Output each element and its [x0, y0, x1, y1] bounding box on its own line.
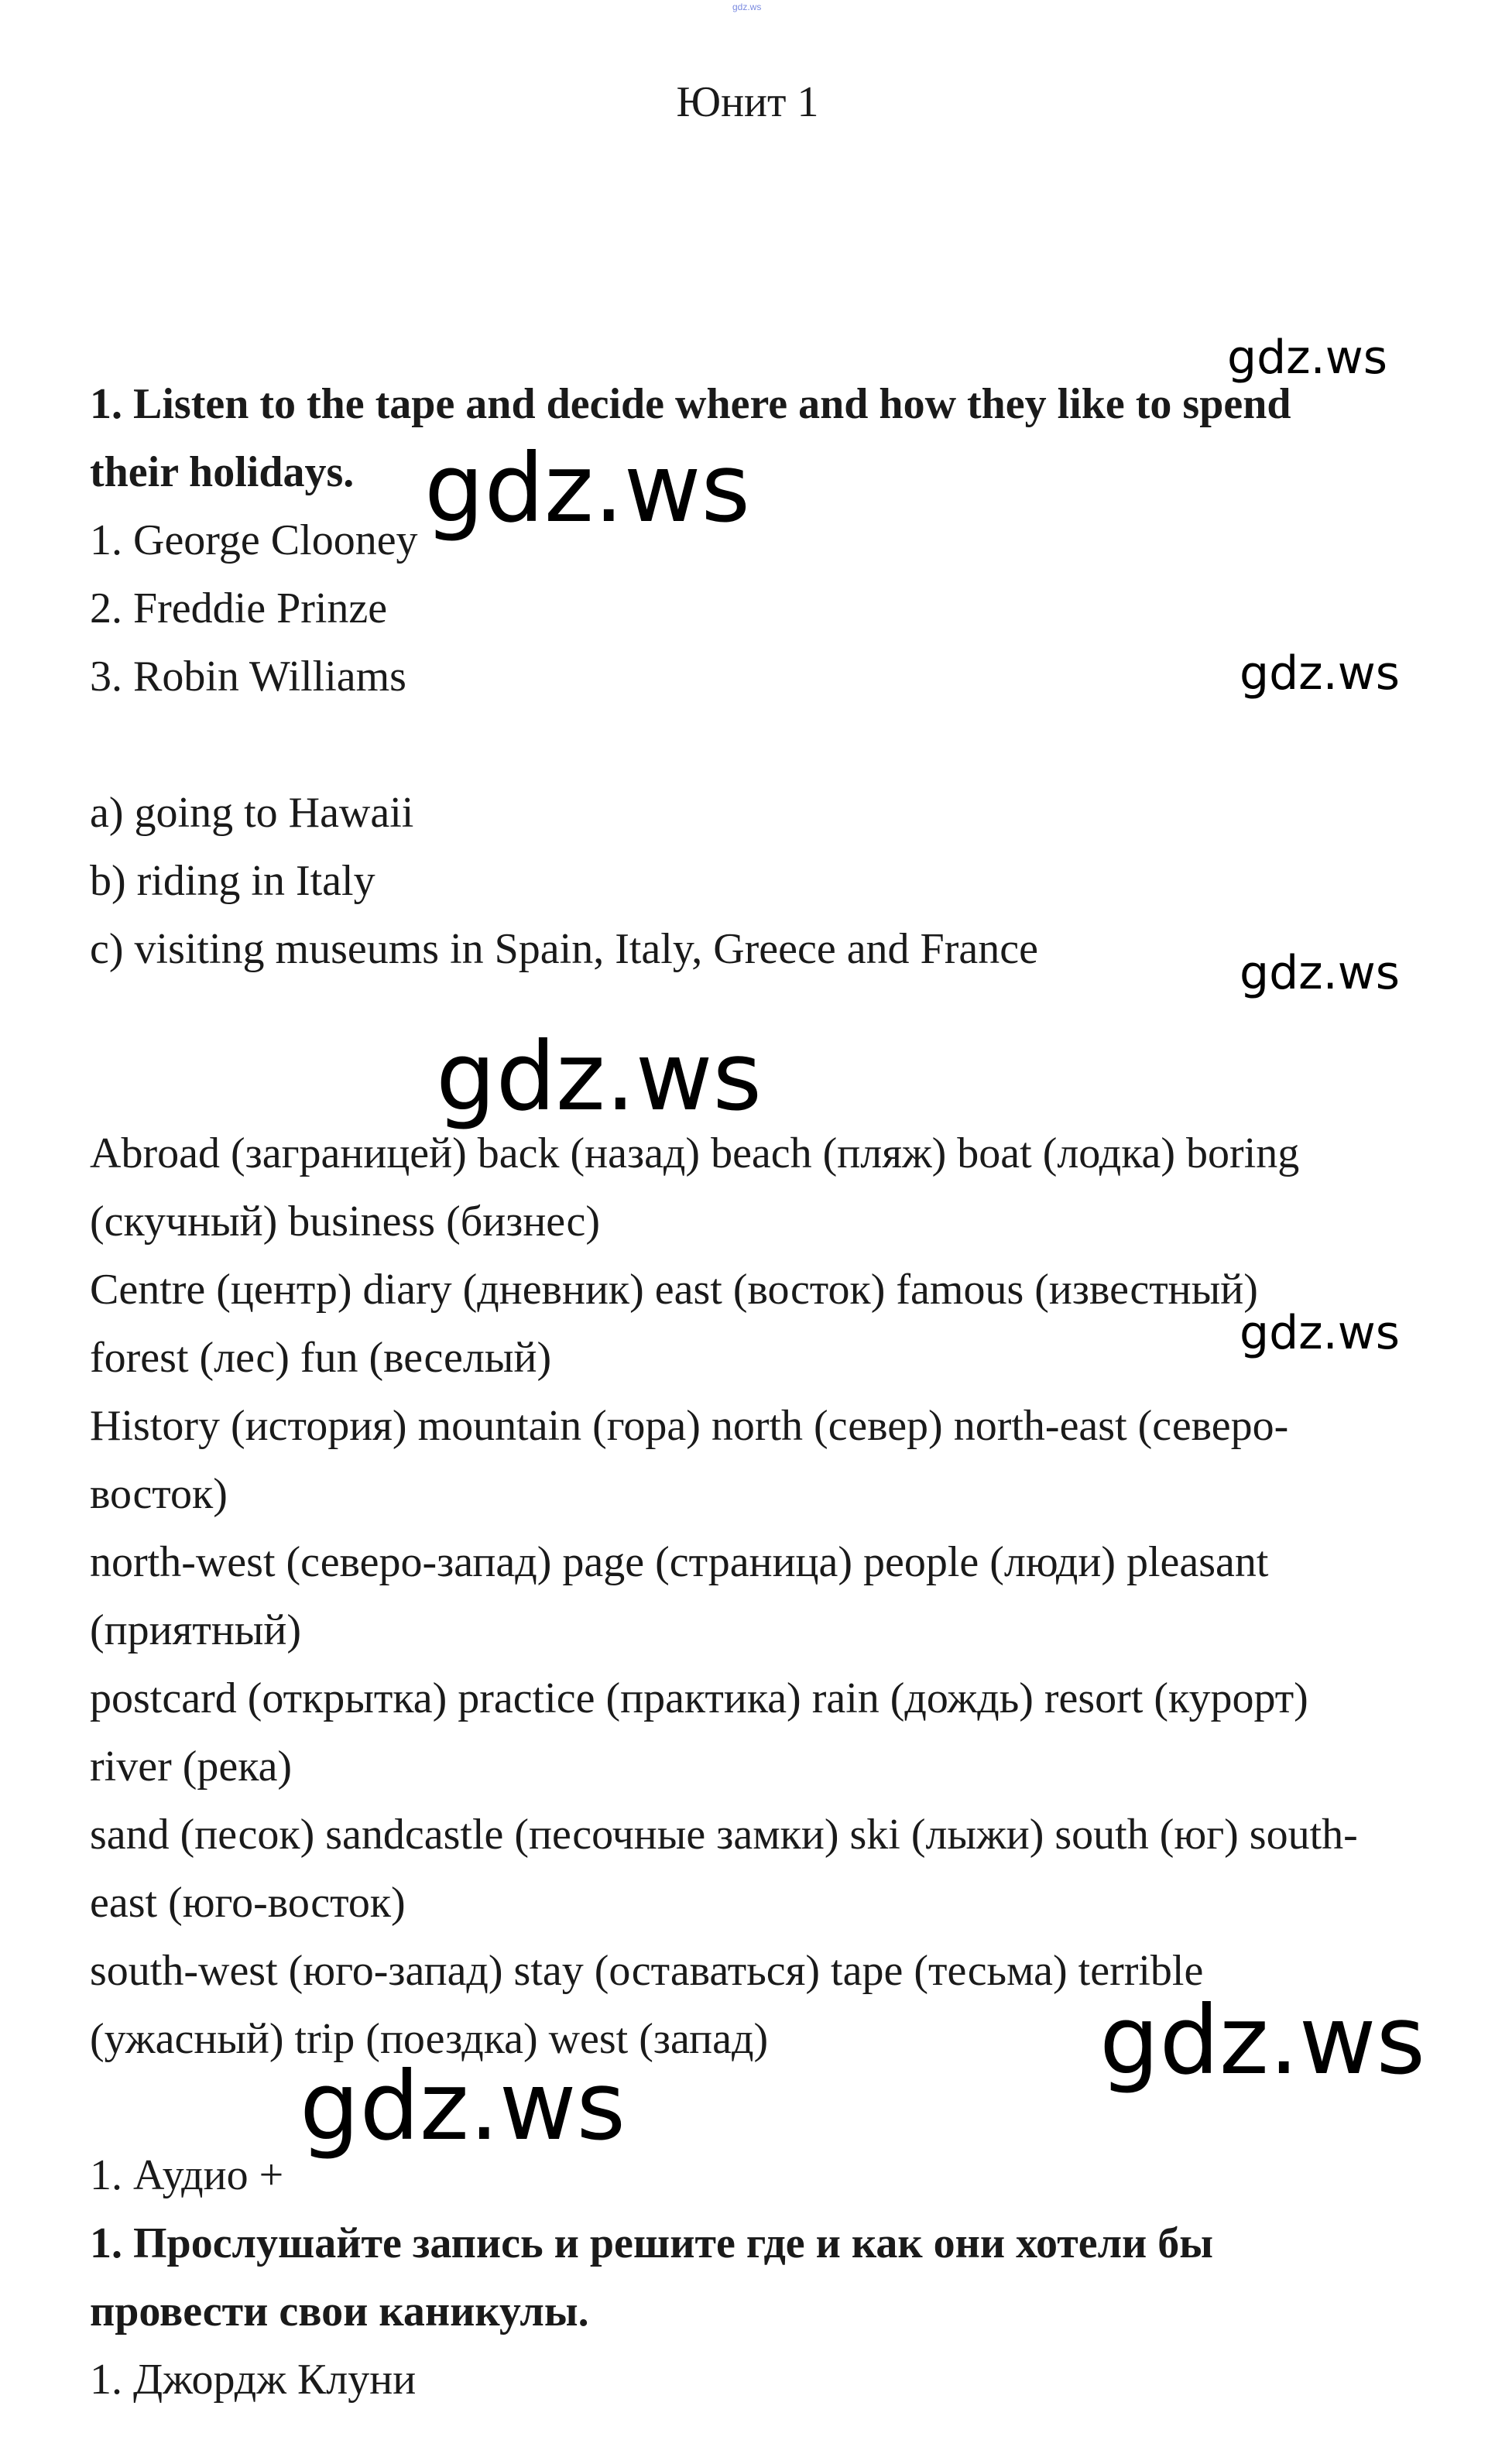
watermark: gdz.ws — [1240, 1306, 1401, 1360]
task-heading-ru-line1: 1. Прослушайте запись и решите где и как они хотели бы — [90, 2219, 1214, 2267]
vocabulary-line: Centre (центр) diary (дневник) east (восток) famous (известный) — [90, 1266, 1258, 1314]
person-item: 2. Freddie Prinze — [90, 584, 388, 632]
person-item-ru: 1. Джордж Клуни — [90, 2356, 417, 2404]
option-item: c) visiting museums in Spain, Italy, Greece and France — [90, 925, 1038, 973]
watermark: gdz.ws — [1099, 1986, 1426, 2096]
vocabulary-line: (приятный) — [90, 1606, 302, 1654]
vocabulary-line: postcard (открытка) practice (практика) rain (дождь) resort (курорт) — [90, 1674, 1308, 1722]
watermark: gdz.ws — [436, 1022, 763, 1132]
header-watermark: gdz.ws — [732, 2, 762, 12]
option-item: b) riding in Italy — [90, 857, 375, 905]
vocabulary-line: (скучный) business (бизнес) — [90, 1198, 601, 1246]
vocabulary-line: north-west (северо-запад) page (страница) people (люди) pleasant — [90, 1538, 1269, 1586]
watermark: gdz.ws — [1240, 946, 1401, 1000]
document-body — [90, 370, 1406, 2414]
audio-label: 1. Аудио + — [90, 2151, 284, 2199]
page-title: Юнит 1 — [676, 78, 819, 126]
watermark: gdz.ws — [424, 434, 751, 543]
task-heading-en-line2: their holidays. — [90, 448, 355, 496]
vocabulary-line: river (река) — [90, 1743, 293, 1791]
task-heading-en-line1: 1. Listen to the tape and decide where and how they like to spend — [90, 380, 1291, 428]
vocabulary-line: History (история) mountain (гора) north (север) north-east (северо- — [90, 1402, 1289, 1450]
vocabulary-line: south-west (юго-запад) stay (оставаться) tape (тесьма) terrible — [90, 1947, 1204, 1995]
vocabulary-line: sand (песок) sandcastle (песочные замки) ski (лыжи) south (юг) south- — [90, 1811, 1358, 1859]
option-item: a) going to Hawaii — [90, 789, 414, 837]
vocabulary-line: forest (лес) fun (веселый) — [90, 1334, 552, 1382]
watermark: gdz.ws — [1227, 331, 1388, 385]
vocabulary-line: east (юго-восток) — [90, 1879, 406, 1927]
vocabulary-line: Abroad (заграницей) back (назад) beach (пляж) boat (лодка) boring — [90, 1129, 1300, 1177]
vocabulary-line: восток) — [90, 1470, 228, 1518]
watermark: gdz.ws — [1240, 646, 1401, 701]
person-item: 1. George Clooney — [90, 516, 418, 564]
person-item: 3. Robin Williams — [90, 653, 406, 701]
watermark: gdz.ws — [300, 2051, 626, 2161]
vocabulary-line: (ужасный) trip (поездка) west (запад) — [90, 2015, 769, 2063]
task-heading-ru-line2: провести свои каникулы. — [90, 2288, 589, 2335]
